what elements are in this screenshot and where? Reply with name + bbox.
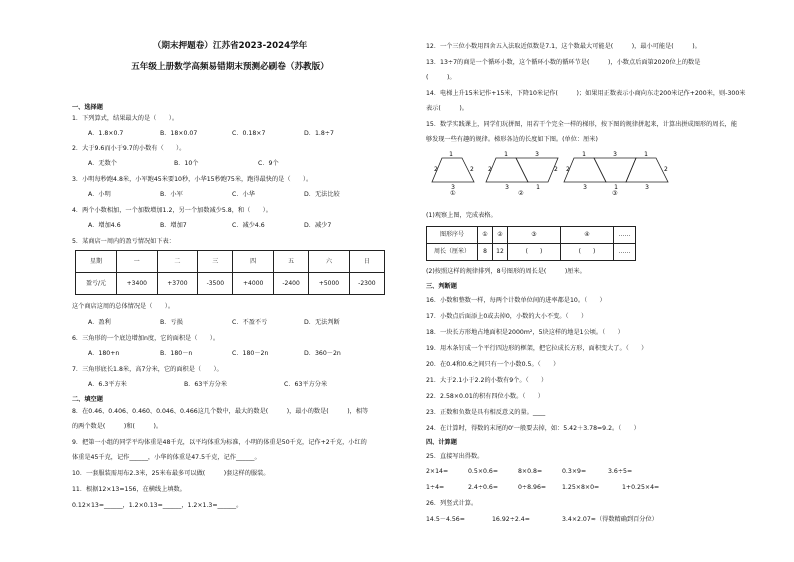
q2-option-a: A．无数个 xyxy=(88,160,117,167)
q5-header-cell: 六 xyxy=(309,251,350,273)
section-choice: 一、选择题 xyxy=(72,104,103,111)
fig3-top-label: 1 xyxy=(582,151,586,158)
q5-header-cell: 五 xyxy=(273,251,308,273)
question-12: 12．一个三位小数用四舍五入法取近似数是7.1，这个数最大可能是( )，最小可能是( )。 xyxy=(426,43,701,50)
fig1-top-label: 1 xyxy=(449,151,453,158)
q15-header-cell: 图形序号 xyxy=(427,227,478,244)
question-5-tail: 这个商店这周的总体情况是（ ）。 xyxy=(72,303,175,310)
q3-option-d: D．无法比较 xyxy=(304,191,340,198)
calc-item: 2.4÷0.6= xyxy=(468,484,499,491)
question-5: 5．某商店一周内的盈亏情况如下表： xyxy=(72,238,175,245)
q15-value-cell: 8 xyxy=(478,244,493,261)
fig3-bottom-label: 3 xyxy=(583,184,587,191)
q4-option-c: C．减少4.6 xyxy=(232,222,265,229)
q15-header-cell: ① xyxy=(478,227,493,244)
q15-header-cell: ② xyxy=(493,227,508,244)
question-22: 22．2.58×0.01的积有四位小数。（ ） xyxy=(426,393,544,400)
calc-item: 1÷4= xyxy=(426,484,445,491)
q15-header-cell: …… xyxy=(614,227,636,244)
fig2-top-label: 3 xyxy=(535,151,539,158)
question-8-line2: 的两个数是( )和( )。 xyxy=(72,423,163,430)
q7-option-c: C．63平方分米 xyxy=(284,381,328,388)
q15-value-cell: …… xyxy=(614,244,636,261)
question-1: 1．下列算式，结果最大的是（ ）。 xyxy=(72,115,179,122)
calc-item: 0.3×9= xyxy=(562,468,587,475)
q15-table xyxy=(426,226,636,261)
question-9-line2: 体重是45千克，记作______，小华的体重是47.5千克，记作______。 xyxy=(72,454,261,461)
q5-header-cell: 星期 xyxy=(76,251,117,273)
q1-option-b: B．18×0.07 xyxy=(160,130,198,137)
fig3-bottom-label: 3 xyxy=(645,184,649,191)
section-judge: 三、判断题 xyxy=(426,283,457,290)
question-14-line1: 14．电梯上升15米记作+15米，下降10米记作( )；如果用正数表示小商向东走200米记作+200米，则-300米 xyxy=(426,90,746,97)
q4-option-b: B．增加7 xyxy=(160,222,187,229)
q2-option-b: B．10个 xyxy=(174,160,199,167)
question-3: 3．小明每秒跑4.8米，小军跑45米要10秒，小华15秒跑75米，跑得最快的是（ ）。 xyxy=(72,176,313,183)
trapezoid-figure-3 xyxy=(564,152,674,192)
q6-option-b: B．180－n xyxy=(160,350,193,357)
question-23: 23．正数和负数是具有相反意义的量。____ xyxy=(426,409,546,416)
q5-table xyxy=(75,250,385,295)
figure-2-number: ② xyxy=(518,190,524,197)
q5-option-d: D．无法判断 xyxy=(304,319,340,326)
q5-value-cell: -3500 xyxy=(198,273,233,295)
figure-3-number: ③ xyxy=(612,190,618,197)
question-6: 6．三角形的一个底边增加n度，它的面积是（ ）。 xyxy=(72,335,220,342)
q5-value-cell: +3400 xyxy=(117,273,158,295)
question-11-line2: 0.12×13=______，1.2×0.13=______，1.2×1.3=______。 xyxy=(72,502,243,509)
calc-item: 0÷8.96= xyxy=(518,484,547,491)
q3-option-c: C．小华 xyxy=(232,191,255,198)
column-calc-item: 3.4×2.07≈（得数精确到百分位） xyxy=(562,516,658,523)
fig3-top-label: 3 xyxy=(613,151,617,158)
q5-option-b: B．亏损 xyxy=(160,319,183,326)
trapezoid-figure-2 xyxy=(486,152,566,192)
q5-value-cell: +4000 xyxy=(233,273,274,295)
fig2-top-label: 1 xyxy=(504,151,508,158)
q5-option-a: A．盈利 xyxy=(88,319,111,326)
title-line-1: （期末押题卷）江苏省2023-2024学年 xyxy=(152,41,308,51)
question-2: 2．大于9.6而小于9.7的小数有（ ）。 xyxy=(72,145,186,152)
question-15-line2: 够发现一些有趣的规律。梯形各边的长度如下图。(单位：厘米) xyxy=(426,136,598,143)
trapezoid-figure-1 xyxy=(432,152,492,192)
fig2-bottom-label: 1 xyxy=(536,184,540,191)
section-fill: 二、填空题 xyxy=(72,396,103,403)
question-9-line1: 9．把第一小组的同学平均体重是48千克，以平均体重为标准，小明的体重是50千克，记作+2千克，小红的 xyxy=(72,439,367,446)
question-10: 10．一套服装需用布2.3米，25米布最多可以做( )套这样的服装。 xyxy=(72,470,270,477)
q5-header-cell: 一 xyxy=(117,251,158,273)
q5-value-cell: -2300 xyxy=(349,273,384,295)
question-15-part1: (1)观察上图，完成表格。 xyxy=(426,212,497,219)
q5-value-cell: -2400 xyxy=(273,273,308,295)
q3-option-b: B．小军 xyxy=(160,191,183,198)
figure-1-number: ① xyxy=(450,190,456,197)
calc-item: 3.6÷5= xyxy=(608,468,633,475)
q5-header-cell: 三 xyxy=(198,251,233,273)
fig1-side-label: 2 xyxy=(434,166,438,173)
question-20: 20．在0.4和0.6之间只有一个小数0.5。（ ） xyxy=(426,361,560,368)
calc-item: 1+0.25×4= xyxy=(622,484,660,491)
calc-item: 2×14= xyxy=(426,468,449,475)
fig1-bottom-label: 3 xyxy=(451,184,455,191)
question-21: 21．大于2.1小于2.2的小数有9个。（ ） xyxy=(426,377,548,384)
q5-option-c: C．不盈不亏 xyxy=(232,319,268,326)
section-calc: 四、计算题 xyxy=(426,439,457,446)
q2-option-c: C．9个 xyxy=(258,160,279,167)
question-26: 26．列竖式计算。 xyxy=(426,500,478,507)
question-14-line2: 表示( )。 xyxy=(426,105,468,112)
q5-header-cell: 四 xyxy=(233,251,274,273)
column-calc-item: 16.92÷2.4= xyxy=(492,516,530,523)
title-line-2: 五年级上册数学高频易错期末预测必刷卷（苏教版） xyxy=(131,62,329,72)
q15-header-cell: ③ xyxy=(508,227,561,244)
fig3-top-label: 1 xyxy=(644,151,648,158)
q5-header-cell: 日 xyxy=(349,251,384,273)
question-17: 17．小数点后面添上0或去掉0，小数的大小不变。（ ） xyxy=(426,313,588,320)
q1-option-d: D．1.8÷7 xyxy=(304,130,334,137)
q7-option-b: B．63平方分米 xyxy=(184,381,228,388)
q4-option-a: A．增加4.6 xyxy=(88,222,121,229)
question-15-line1: 15．数学实践课上，同学们玩拼图，用若干个完全一样的梯形，按下图的规律拼起来，计算出拼成图形的周长，能 xyxy=(426,121,738,128)
question-16: 16．小数和整数一样，每两个计数单位间的进率都是10。（ ） xyxy=(426,297,606,304)
question-24: 24．在计算时，得数的末尾的0'一般要去掉，如：5.42＋3.78=9.2。（ ） xyxy=(426,425,640,432)
q5-value-cell: +5000 xyxy=(309,273,350,295)
q6-option-d: D．360－2n xyxy=(304,350,341,357)
fig3-bottom-label: 1 xyxy=(614,184,618,191)
q5-header-cell: 二 xyxy=(157,251,198,273)
calc-item: 8×0.8= xyxy=(518,468,543,475)
q5-row-label: 盈亏/元 xyxy=(76,273,117,295)
calc-item: 0.5×0.6= xyxy=(468,468,499,475)
fig3-side-label: 2 xyxy=(566,166,570,173)
question-15-part2: (2)按照这样的规律排列，8号图形的周长是( )厘米。 xyxy=(426,268,586,275)
q6-option-a: A．180+n xyxy=(88,350,120,357)
fig2-side-label: 2 xyxy=(488,166,492,173)
fig3-side-label: 2 xyxy=(664,166,668,173)
q1-option-c: C．0.18×7 xyxy=(232,130,266,137)
question-13-line1: 13．13÷7的商是一个循环小数，这个循环小数的循环节是( )，小数点后面第2020位上的数是 xyxy=(426,59,701,66)
question-13-line2: ( )。 xyxy=(426,74,456,81)
q6-option-c: C．180－2n xyxy=(232,350,269,357)
question-25: 25．直接写出得数。 xyxy=(426,453,484,460)
q15-value-cell: ( ) xyxy=(561,244,614,261)
q1-option-a: A．1.8×0.7 xyxy=(88,130,124,137)
q15-value-cell: ( ) xyxy=(508,244,561,261)
fig1-side-label: 2 xyxy=(470,166,474,173)
question-11: 11．根据12×13=156，在横线上填数。 xyxy=(72,486,186,493)
fig2-side-label: 2 xyxy=(554,166,558,173)
q3-option-a: A．小明 xyxy=(88,191,111,198)
question-19: 19．用木条钉成一个平行四边形的框架，把它拉成长方形，面积变大了。（ ） xyxy=(426,345,648,352)
question-8-line1: 8．在0.46、0.406、0.460、0.046、0.466这几个数中，最大的数是( )，最小的数是( )，相等 xyxy=(72,408,369,415)
calc-item: 1.25×8×0= xyxy=(562,484,600,491)
q5-value-cell: +3700 xyxy=(157,273,198,295)
column-calc-item: 14.5－4.56= xyxy=(426,516,465,523)
question-7: 7．三角形底长1.8米，高7分米，它的面积是（ ）。 xyxy=(72,366,223,373)
fig2-bottom-label: 3 xyxy=(505,184,509,191)
q4-option-d: D．减少7 xyxy=(304,222,332,229)
q15-row-label: 周长（厘米） xyxy=(427,244,478,261)
q15-header-cell: ④ xyxy=(561,227,614,244)
q15-value-cell: 12 xyxy=(493,244,508,261)
question-18: 18．一块长方形地占地面积是2000m²，5块这样的地是1公顷。（ ） xyxy=(426,329,624,336)
q7-option-a: A．6.3平方米 xyxy=(88,381,127,388)
question-4: 4．两个小数相加，一个加数增加1.2，另一个加数减少5.8，和（ ）。 xyxy=(72,207,272,214)
